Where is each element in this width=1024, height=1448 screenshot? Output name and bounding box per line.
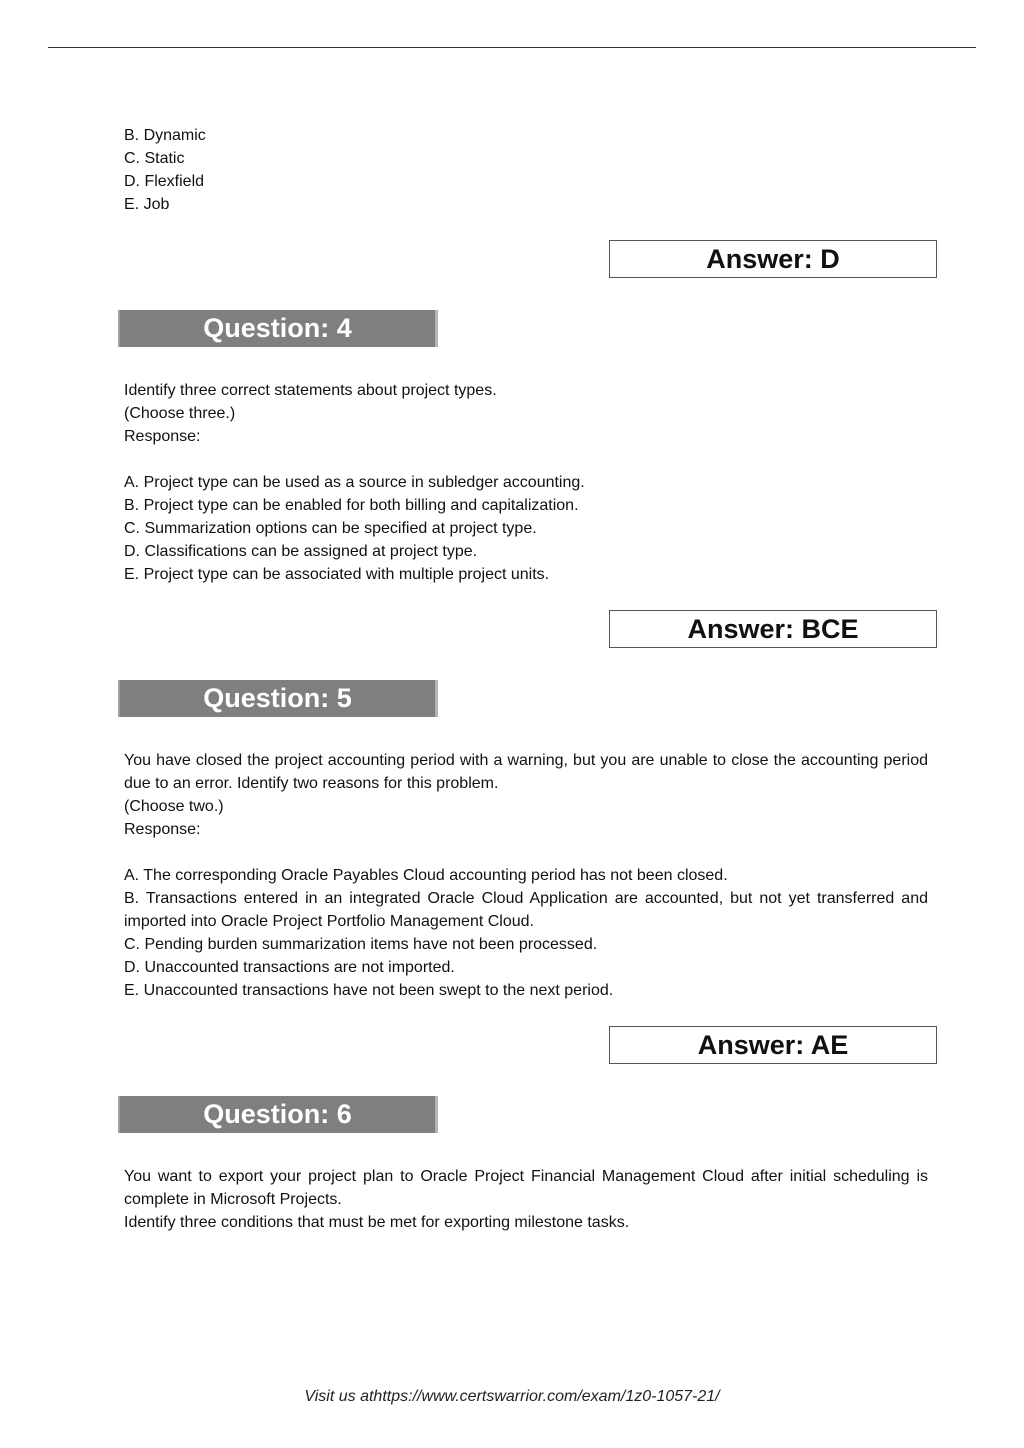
spacer [124, 448, 928, 471]
spacer [124, 841, 928, 864]
question-4-option-e: E. Project type can be associated with multiple project units. [124, 566, 550, 583]
option-c: C. Static [124, 150, 185, 167]
question-5-response-label: Response: [124, 821, 201, 838]
option-d: D. Flexfield [124, 173, 205, 190]
question-4-choose: (Choose three.) [124, 405, 236, 422]
question-5-header: Question: 5 [118, 680, 438, 717]
question-5-choose: (Choose two.) [124, 798, 224, 815]
question-5-option-e: E. Unaccounted transactions have not been swept to the next period. [124, 982, 614, 999]
option-e: E. Job [124, 196, 170, 213]
question-4-body [124, 379, 928, 586]
question-5-option-a: A. The corresponding Oracle Payables Cloud accounting period has not been closed. [124, 867, 728, 884]
answer-box-q4: Answer: BCE [609, 610, 937, 648]
footer-link-text: Visit us athttps://www.certswarrior.com/exam/1z0-1057-21/ [304, 1388, 720, 1405]
question-6-stem: You want to export your project plan to Oracle Project Financial Management Cloud after initial scheduling is complete in Microsoft Projects. [124, 1168, 928, 1208]
question-5-option-b: B. Transactions entered in an integrated Oracle Cloud Application are accounted, but not yet transferred and imported into Oracle Project Portfolio Management Cloud. [124, 890, 928, 930]
question-4-option-c: C. Summarization options can be specified at project type. [124, 520, 537, 537]
question-6-body [124, 1165, 928, 1234]
question-4-response-label: Response: [124, 428, 201, 445]
question-4-header: Question: 4 [118, 310, 438, 347]
question-5-stem: You have closed the project accounting period with a warning, but you are unable to close the accounting period due to an error. Identify two reasons for this problem. [124, 752, 928, 792]
answer-box-prev: Answer: D [609, 240, 937, 278]
option-b: B. Dynamic [124, 127, 206, 144]
prev-question-options [124, 124, 928, 216]
question-6-header: Question: 6 [118, 1096, 438, 1133]
question-6-instruction: Identify three conditions that must be met for exporting milestone tasks. [124, 1214, 630, 1231]
question-4-option-a: A. Project type can be used as a source in subledger accounting. [124, 474, 585, 491]
answer-box-q5: Answer: AE [609, 1026, 937, 1064]
question-4-option-d: D. Classifications can be assigned at project type. [124, 543, 478, 560]
question-4-option-b: B. Project type can be enabled for both billing and capitalization. [124, 497, 579, 514]
question-5-option-d: D. Unaccounted transactions are not imported. [124, 959, 455, 976]
question-5-body [124, 749, 928, 1002]
question-4-stem: Identify three correct statements about project types. [124, 382, 497, 399]
question-5-option-c: C. Pending burden summarization items have not been processed. [124, 936, 598, 953]
top-rule [48, 47, 976, 48]
